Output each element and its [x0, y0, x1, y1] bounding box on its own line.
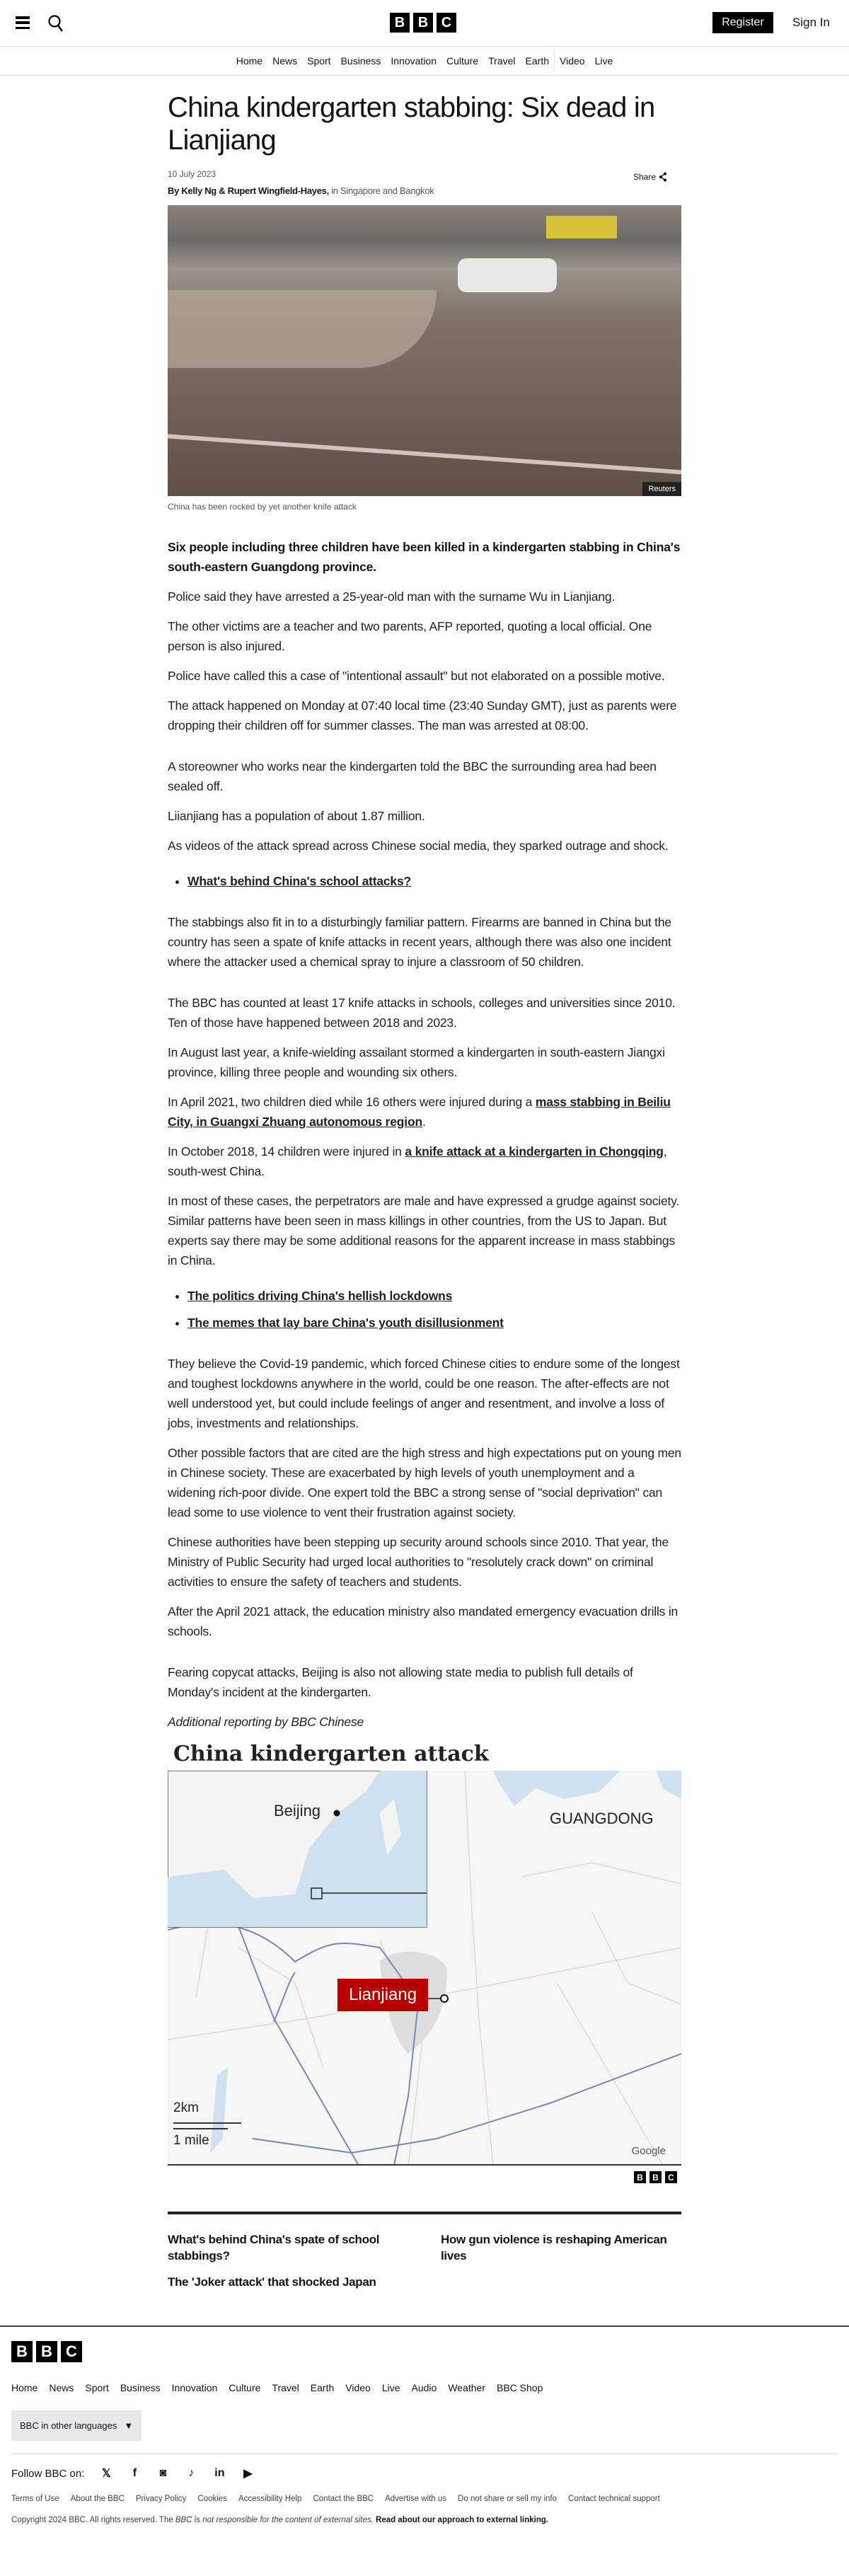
byline-location: in Singapore and Bangkok	[328, 185, 434, 196]
logo-letter: B	[634, 2171, 646, 2183]
nav-news[interactable]: News	[272, 55, 298, 67]
paragraph: The other victims are a teacher and two parents, AFP reported, quoting a local official. One person is also injured.	[168, 619, 652, 653]
paragraph: The attack happened on Monday at 07:40 local time (23:40 Sunday GMT), just as parents were dropping their children off for summer classes. The man was arrested at 08:00.	[168, 698, 677, 732]
main-nav	[0, 47, 849, 76]
copyright-bbc: BBC	[175, 2516, 192, 2524]
footer-nav-item[interactable]: BBC Shop	[497, 2382, 543, 2393]
map	[168, 1771, 681, 2166]
external-linking-link[interactable]: Read about our approach to external linking.	[373, 2516, 549, 2524]
footer-nav-item[interactable]: Travel	[272, 2382, 299, 2393]
logo-letter: C	[665, 2171, 677, 2183]
paragraph: In most of these cases, the perpetrators are male and have expressed a grudge against society. Similar patterns have been seen in mass killings in other countries, from the US to Japan. But experts say there may be some additional reasons for the apparent increase in mass stabbings in China.	[168, 1194, 680, 1267]
article	[168, 76, 681, 2290]
inline-link[interactable]: a knife attack at a kindergarten in Chongqing	[405, 1144, 664, 1158]
paragraph: In August last year, a knife-wielding assailant stormed a kindergarten in south-eastern Jiangxi province, killing three people and wounding six others.	[168, 1045, 665, 1079]
related-story[interactable]: What's behind China's spate of school stabbings?	[168, 2233, 380, 2262]
caret-down-icon: ▼	[124, 2420, 134, 2431]
footer-nav-item[interactable]: Video	[345, 2382, 371, 2393]
paragraph: Liianjiang has a population of about 1.87 million.	[168, 809, 425, 823]
footer-nav-item[interactable]: Live	[381, 2382, 400, 2393]
nav-video[interactable]: Video	[560, 55, 585, 67]
facebook-icon[interactable]: f	[132, 2467, 137, 2479]
footer-nav-item[interactable]: Innovation	[171, 2382, 218, 2393]
nav-innovation[interactable]: Innovation	[391, 55, 437, 67]
follow-label: Follow BBC on:	[11, 2467, 85, 2480]
site-footer	[0, 2325, 849, 2553]
nav-earth[interactable]: Earth	[525, 55, 549, 67]
related-story[interactable]: How gun violence is reshaping American lives	[441, 2233, 667, 2262]
nav-home[interactable]: Home	[236, 55, 263, 67]
footer-nav	[11, 2382, 838, 2393]
inline-link[interactable]: mass stabbing in Beiliu City, in Guangxi Zhuang autonomous region	[168, 1095, 671, 1129]
paragraph: After the April 2021 attack, the education ministry also mandated emergency evacuation drills in schools.	[168, 1604, 678, 1638]
footer-link[interactable]: Contact the BBC	[313, 2495, 374, 2503]
beijing-label: Beijing	[274, 1802, 321, 1819]
social-links	[11, 2466, 838, 2480]
byline	[168, 185, 681, 196]
share-label: Share	[633, 172, 656, 182]
footer-link[interactable]: Accessibility Help	[238, 2495, 302, 2503]
menu-icon[interactable]	[16, 16, 30, 29]
site-header	[0, 0, 849, 47]
map-attribution: Google	[631, 2145, 666, 2157]
paragraph: Chinese authorities have been stepping up security around schools since 2010. That year, the Ministry of Public Security had urged local authorities to "resolutely crack down" on criminal activities to ensure the safety of teachers and students.	[168, 1535, 669, 1589]
logo-letter: B	[390, 13, 410, 33]
copyright-text: Copyright 2024 BBC. All rights reserved. The	[11, 2516, 175, 2524]
bbc-logo[interactable]	[390, 13, 456, 33]
text: , south-west China.	[168, 1144, 667, 1178]
footer-nav-item[interactable]: Audio	[411, 2382, 437, 2393]
related-link[interactable]: What's behind China's school attacks?	[187, 874, 411, 888]
map-graphic	[168, 1742, 681, 2183]
footer-nav-item[interactable]: Sport	[85, 2382, 109, 2393]
paragraph: As videos of the attack spread across Chinese social media, they sparked outrage and shock.	[168, 839, 669, 853]
footer-link[interactable]: Terms of Use	[11, 2495, 59, 2503]
related-link[interactable]: The politics driving China's hellish lockdowns	[187, 1289, 453, 1303]
copyright-disclaimer: not responsible for the content of external sites.	[202, 2516, 374, 2524]
languages-label: BBC in other languages	[20, 2420, 117, 2431]
scale-mile-label: 1 mile	[173, 2133, 209, 2148]
related-link[interactable]: The memes that lay bare China's youth disillusionment	[187, 1316, 504, 1330]
logo-letter: B	[649, 2171, 662, 2183]
copyright	[11, 2516, 838, 2524]
text: In April 2021, two children died while 16 others were injured during a	[168, 1095, 536, 1109]
sign-in-link[interactable]: Sign In	[792, 16, 830, 29]
share-button[interactable]	[633, 172, 667, 182]
photo-curb	[168, 290, 437, 368]
instagram-icon[interactable]: ◙	[159, 2467, 167, 2479]
linkedin-icon[interactable]: in	[214, 2467, 225, 2479]
list-item	[187, 871, 681, 891]
map-bbc-logo	[168, 2171, 681, 2183]
nav-sport[interactable]: Sport	[307, 55, 331, 67]
footer-link[interactable]: Cookies	[197, 2495, 227, 2503]
footer-link[interactable]: About the BBC	[70, 2495, 125, 2503]
related-story[interactable]: The 'Joker attack' that shocked Japan	[168, 2275, 376, 2289]
share-icon	[659, 172, 667, 182]
logo-letter: B	[36, 2341, 57, 2362]
city-marker	[441, 1995, 448, 2002]
beijing-dot	[334, 1810, 340, 1817]
paragraph: The stabbings also fit in to a disturbingly familiar pattern. Firearms are banned in China but the country has seen a spate of knife attacks in recent years, although there was also one incident where the attacker used a chemical spray to injure a classroom of 50 children.	[168, 915, 671, 969]
logo-letter: C	[437, 13, 456, 33]
paragraph: Police have called this a case of "intentional assault" but not elaborated on a possible motive.	[168, 669, 665, 683]
paragraph	[168, 1092, 681, 1132]
nav-business[interactable]: Business	[340, 55, 381, 67]
lianjiang-label: Lianjiang	[337, 1979, 428, 2011]
footer-bbc-logo[interactable]	[11, 2341, 838, 2362]
article-body	[168, 537, 681, 1732]
related-stories	[168, 2212, 681, 2290]
footer-nav-item[interactable]: News	[49, 2382, 74, 2393]
related-links-list	[187, 871, 681, 891]
footer-links	[11, 2495, 838, 2503]
paragraph: A storeowner who works near the kindergarten told the BBC the surrounding area had been sealed off.	[168, 759, 657, 793]
nav-live[interactable]: Live	[594, 55, 613, 67]
photo-police-tape	[168, 433, 681, 477]
paragraph	[168, 1712, 681, 1732]
footer-nav-item[interactable]: Culture	[229, 2382, 261, 2393]
province-label: GUANGDONG	[550, 1810, 654, 1827]
related-links-list	[187, 1286, 681, 1333]
nav-culture[interactable]: Culture	[446, 55, 479, 67]
other-languages-dropdown[interactable]	[11, 2410, 142, 2441]
search-icon[interactable]	[47, 13, 65, 33]
paragraph: Other possible factors that are cited are the high stress and high expectations put on young men in Chinese society. These are exacerbated by high levels of youth unemployment and a widening rich-poor divide. One expert told the BBC a strong sense of "social deprivation" can lead some to use violence to vent their frustration against society.	[168, 1446, 681, 1519]
footer-nav-item[interactable]: Business	[120, 2382, 161, 2393]
youtube-icon[interactable]: ▶	[243, 2468, 253, 2480]
nav-divider	[554, 50, 555, 71]
footer-link[interactable]: Contact technical support	[568, 2495, 660, 2503]
reporting-credit: Additional reporting by BBC Chinese	[168, 1715, 364, 1729]
text: .	[422, 1115, 426, 1129]
list-item	[187, 1313, 681, 1333]
lead-paragraph: Six people including three children have been killed in a kindergarten stabbing in China's south-eastern Guangdong province.	[168, 540, 681, 574]
copyright-text: is	[192, 2516, 203, 2524]
paragraph: They believe the Covid-19 pandemic, which forced Chinese cities to endure some of the longest and toughest lockdowns anywhere in the world, could be one reason. The after-effects are not well understood yet, but could include feelings of anger and resentment, and involve a loss of jobs, investments and relationships.	[168, 1357, 680, 1430]
image-caption: China has been rocked by yet another knife attack	[168, 502, 357, 512]
image-credit: Reuters	[642, 482, 681, 496]
footer-nav-item[interactable]: Earth	[310, 2382, 335, 2393]
footer-link[interactable]: Do not share or sell my info	[458, 2495, 558, 2503]
paragraph: The BBC has counted at least 17 knife attacks in schools, colleges and universities since 2010. Ten of those have happened between 2018 and 2023.	[168, 996, 676, 1030]
photo-shop-sign	[546, 216, 617, 238]
article-title: China kindergarten stabbing: Six dead in Lianjiang	[168, 92, 655, 156]
scale-km-label: 2km	[173, 2100, 199, 2115]
footer-link[interactable]: Privacy Policy	[135, 2495, 187, 2503]
article-photo	[168, 205, 681, 496]
paragraph: Police said they have arrested a 25-year-old man with the surname Wu in Lianjiang.	[168, 590, 616, 604]
paragraph: Fearing copycat attacks, Beijing is also not allowing state media to publish full details of Monday's incident at the kindergarten.	[168, 1665, 633, 1699]
nav-travel[interactable]: Travel	[488, 55, 516, 67]
paragraph	[168, 1142, 681, 1181]
register-button[interactable]: Register	[712, 12, 773, 33]
article-meta	[168, 169, 681, 196]
map-drawing	[168, 1771, 681, 2166]
footer-nav-item[interactable]: Home	[11, 2382, 38, 2393]
logo-letter: B	[11, 2341, 33, 2362]
logo-letter: B	[413, 13, 433, 33]
x-icon[interactable]: 𝕏	[101, 2468, 111, 2480]
list-item	[187, 1286, 681, 1306]
footer-link[interactable]: Advertise with us	[385, 2495, 447, 2503]
map-title: China kindergarten attack	[173, 1742, 489, 1766]
photo-car	[458, 258, 557, 292]
authors: By Kelly Ng & Rupert Wingfield-Hayes,	[168, 185, 329, 196]
footer-nav-item[interactable]: Weather	[448, 2382, 485, 2393]
logo-letter: C	[61, 2341, 82, 2362]
text: In October 2018, 14 children were injured in	[168, 1144, 405, 1158]
article-date: 10 July 2023	[168, 169, 216, 179]
tiktok-icon[interactable]: ♪	[188, 2467, 195, 2479]
